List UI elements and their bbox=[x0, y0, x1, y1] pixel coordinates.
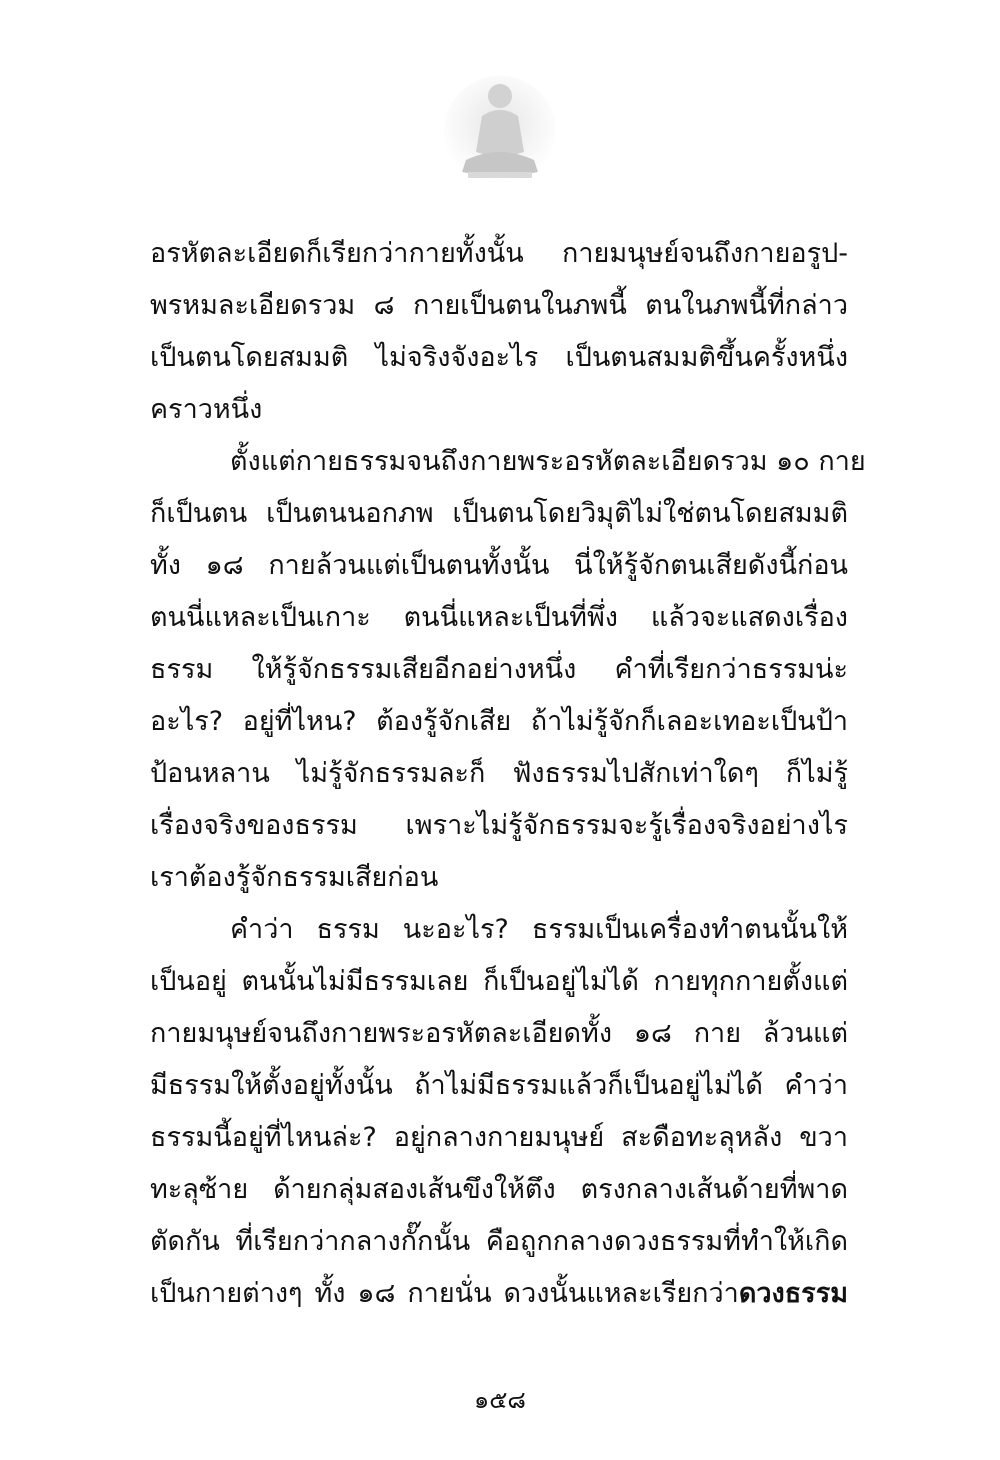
text-line: ตัดกัน ที่เรียกว่ากลางกั๊กนั้น คือถูกกลางดวงธรรมที่ทำให้เกิด bbox=[150, 1226, 848, 1257]
page-number: ๑๕๘ bbox=[474, 1386, 526, 1414]
paragraph-first-line: คำว่า ธรรม นะอะไร? ธรรมเป็นเครื่องทำตนนั้นให้ bbox=[230, 914, 848, 945]
paragraph-first-line: ตั้งแต่กายธรรมจนถึงกายพระอรหัตละเอียดรวม ๑๐ กาย bbox=[230, 446, 866, 477]
final-line-text: เป็นกายต่างๆ ทั้ง ๑๘ กายนั่น ดวงนั้นแหละเรียกว่า bbox=[150, 1278, 739, 1309]
text-line: เป็นอยู่ ตนนั้นไม่มีธรรมเลย ก็เป็นอยู่ไม่ได้ กายทุกกายตั้งแต่ bbox=[150, 966, 848, 997]
text-line: คราวหนึ่ง bbox=[150, 394, 263, 425]
text-line: พรหมละเอียดรวม ๘ กายเป็นตนในภพนี้ ตนในภพนี้ที่กล่าว bbox=[150, 290, 848, 321]
text-line: เป็นตนโดยสมมติ ไม่จริงจังอะไร เป็นตนสมมติขึ้นครั้งหนึ่ง bbox=[150, 342, 848, 373]
text-line: ธรรม ให้รู้จักธรรมเสียอีกอย่างหนึ่ง คำที่เรียกว่าธรรมน่ะ bbox=[150, 654, 848, 685]
meditating-monk-icon bbox=[440, 68, 560, 186]
text-line: ทั้ง ๑๘ กายล้วนแต่เป็นตนทั้งนั้น นี่ให้รู้จักตนเสียดังนี้ก่อน bbox=[150, 550, 848, 581]
text-line: อะไร? อยู่ที่ไหน? ต้องรู้จักเสีย ถ้าไม่รู้จักก็เลอะเทอะเป็นป้า bbox=[150, 706, 848, 737]
text-line: ก็เป็นตน เป็นตนนอกภพ เป็นตนโดยวิมุติไม่ใช่ตนโดยสมมติ bbox=[150, 498, 848, 529]
bold-term: ดวงธรรม bbox=[738, 1278, 848, 1309]
text-line: กายมนุษย์จนถึงกายพระอรหัตละเอียดทั้ง ๑๘ กาย ล้วนแต่ bbox=[150, 1018, 848, 1049]
text-line: เราต้องรู้จักธรรมเสียก่อน bbox=[150, 862, 439, 893]
text-line: ตนนี่แหละเป็นเกาะ ตนนี่แหละเป็นที่พึ่ง แล้วจะแสดงเรื่อง bbox=[150, 602, 848, 633]
text-line: ป้อนหลาน ไม่รู้จักธรรมละก็ ฟังธรรมไปสักเท่าใดๆ ก็ไม่รู้ bbox=[150, 758, 848, 789]
text-line: เรื่องจริงของธรรม เพราะไม่รู้จักธรรมจะรู้เรื่องจริงอย่างไร bbox=[150, 810, 848, 841]
body-text bbox=[150, 228, 866, 1320]
final-line bbox=[150, 1268, 848, 1320]
text-line: มีธรรมให้ตั้งอยู่ทั้งนั้น ถ้าไม่มีธรรมแล้วก็เป็นอยู่ไม่ได้ คำว่า bbox=[150, 1070, 848, 1101]
text-line: ทะลุซ้าย ด้ายกลุ่มสองเส้นขึงให้ตึง ตรงกลางเส้นด้ายที่พาด bbox=[150, 1174, 848, 1205]
text-line: ธรรมนี้อยู่ที่ไหนล่ะ? อยู่กลางกายมนุษย์ สะดือทะลุหลัง ขวา bbox=[150, 1122, 848, 1153]
text-line: อรหัตละเอียดก็เรียกว่ากายทั้งนั้น กายมนุษย์จนถึงกายอรูป- bbox=[150, 238, 848, 269]
